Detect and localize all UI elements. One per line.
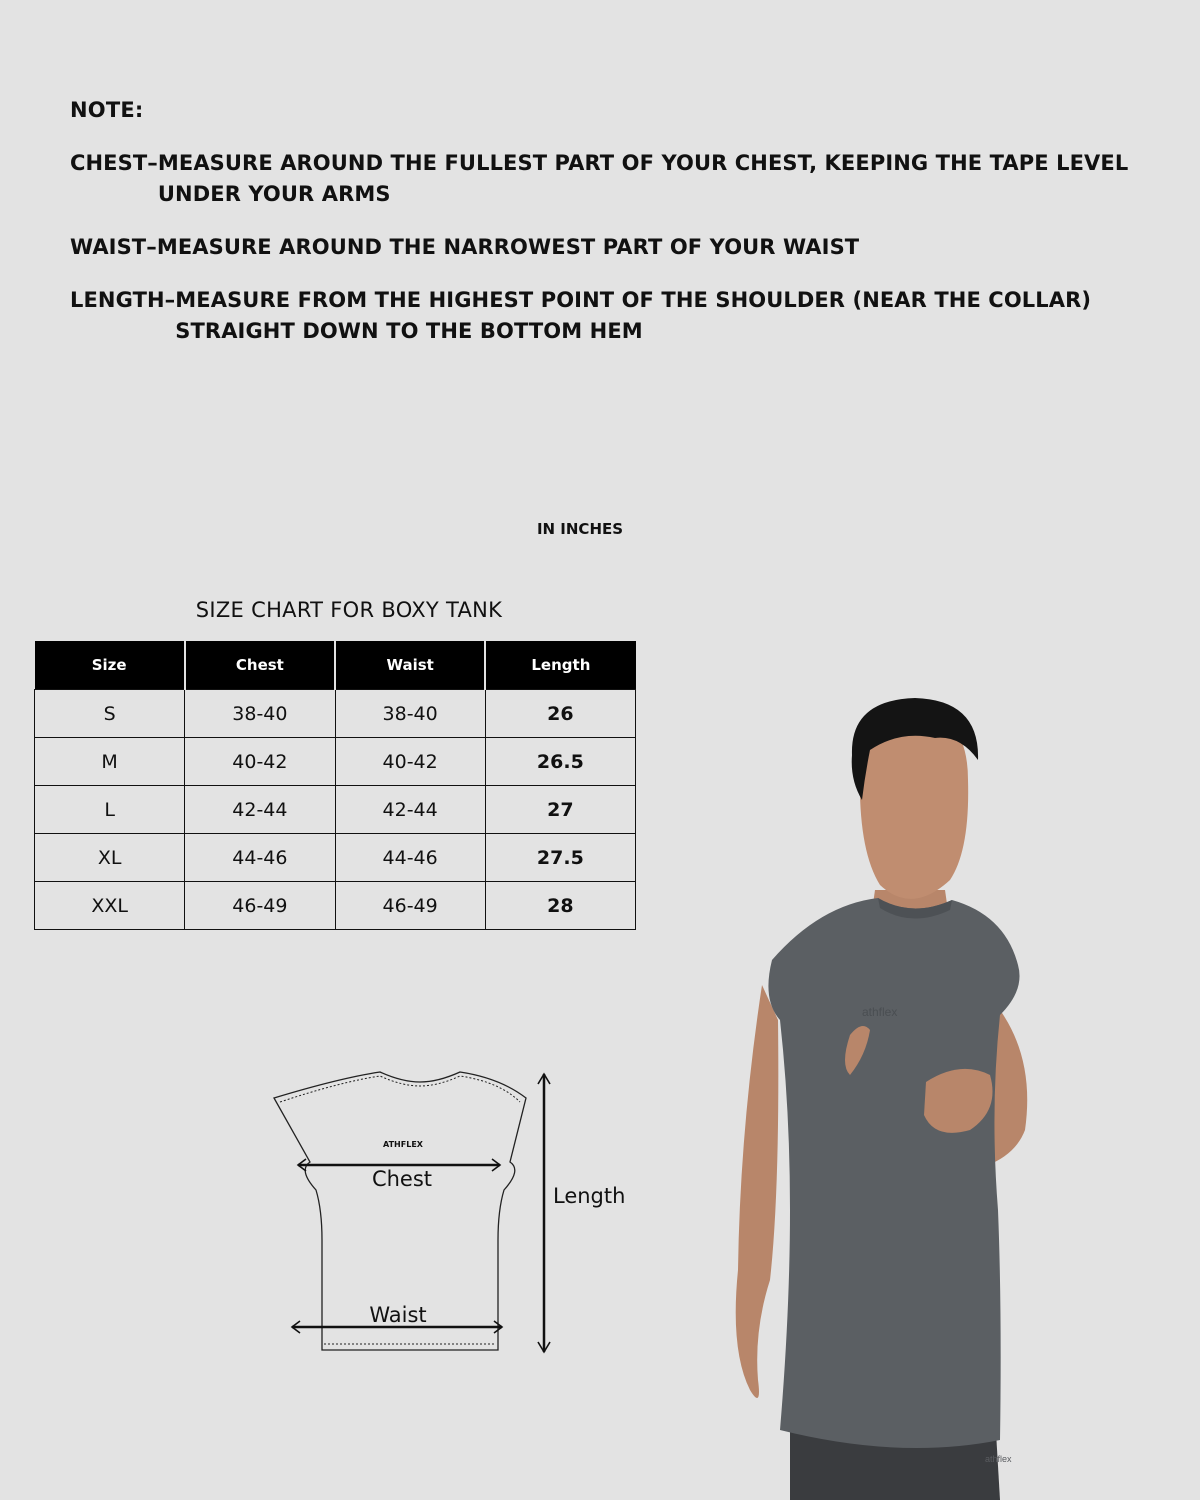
model-figure [736, 698, 1028, 1500]
table-row [35, 786, 636, 834]
note-length-desc: MEASURE FROM THE HIGHEST POINT OF THE SHOULDER (NEAR THE COLLAR) STRAIGHT DOWN TO THE BOTTOM HEM [175, 288, 1092, 343]
shirt-logo: athflex [862, 1005, 898, 1019]
size-table [34, 641, 636, 930]
length-arrow [538, 1074, 550, 1352]
length-label: Length [553, 1184, 626, 1208]
waist-label: Waist [369, 1303, 427, 1327]
cell-size: XL [35, 834, 185, 882]
header-chest: Chest [185, 641, 335, 690]
note-waist-desc: MEASURE AROUND THE NARROWEST PART OF YOUR WAIST [156, 235, 860, 259]
cell-waist: 38-40 [335, 690, 485, 738]
cell-length: 28 [485, 882, 635, 930]
note-waist-sep: – [146, 235, 157, 259]
table-row [35, 882, 636, 930]
cell-waist: 40-42 [335, 738, 485, 786]
table-row [35, 834, 636, 882]
note-chest-term: CHEST [70, 151, 148, 175]
cell-size: XXL [35, 882, 185, 930]
note-waist-term: WAIST [70, 235, 147, 259]
cell-chest: 46-49 [185, 882, 335, 930]
cell-length: 26.5 [485, 738, 635, 786]
table-header-row [35, 641, 636, 690]
header-length: Length [485, 641, 635, 690]
measurement-notes [70, 98, 1180, 369]
cell-length: 27 [485, 786, 635, 834]
table-row [35, 690, 636, 738]
note-length [70, 285, 1180, 347]
note-chest [70, 148, 1180, 210]
note-chest-desc: MEASURE AROUND THE FULLEST PART OF YOUR CHEST, KEEPING THE TAPE LEVEL UNDER YOUR ARMS [157, 151, 1129, 206]
header-waist: Waist [335, 641, 485, 690]
chest-label: Chest [371, 1167, 433, 1191]
notes-title: NOTE: [70, 98, 144, 122]
note-chest-sep: – [147, 151, 158, 175]
cell-waist: 44-46 [335, 834, 485, 882]
note-waist [70, 232, 1180, 263]
chart-title: SIZE CHART FOR BOXY TANK [195, 598, 503, 622]
cell-chest: 38-40 [185, 690, 335, 738]
units-label: IN INCHES [536, 520, 624, 538]
cell-chest: 40-42 [185, 738, 335, 786]
tank-measurement-diagram [260, 1060, 660, 1380]
diagram-brand: ATHFLEX [383, 1140, 423, 1149]
cell-size: S [35, 690, 185, 738]
table-row [35, 738, 636, 786]
cell-waist: 46-49 [335, 882, 485, 930]
header-size: Size [35, 641, 185, 690]
cell-size: M [35, 738, 185, 786]
cell-length: 27.5 [485, 834, 635, 882]
cell-length: 26 [485, 690, 635, 738]
note-length-term: LENGTH [70, 288, 165, 312]
cell-waist: 42-44 [335, 786, 485, 834]
shorts-logo: athflex [985, 1454, 1012, 1464]
note-length-sep: – [164, 288, 176, 312]
cell-chest: 44-46 [185, 834, 335, 882]
cell-size: L [35, 786, 185, 834]
cell-chest: 42-44 [185, 786, 335, 834]
model-photo [700, 690, 1200, 1500]
